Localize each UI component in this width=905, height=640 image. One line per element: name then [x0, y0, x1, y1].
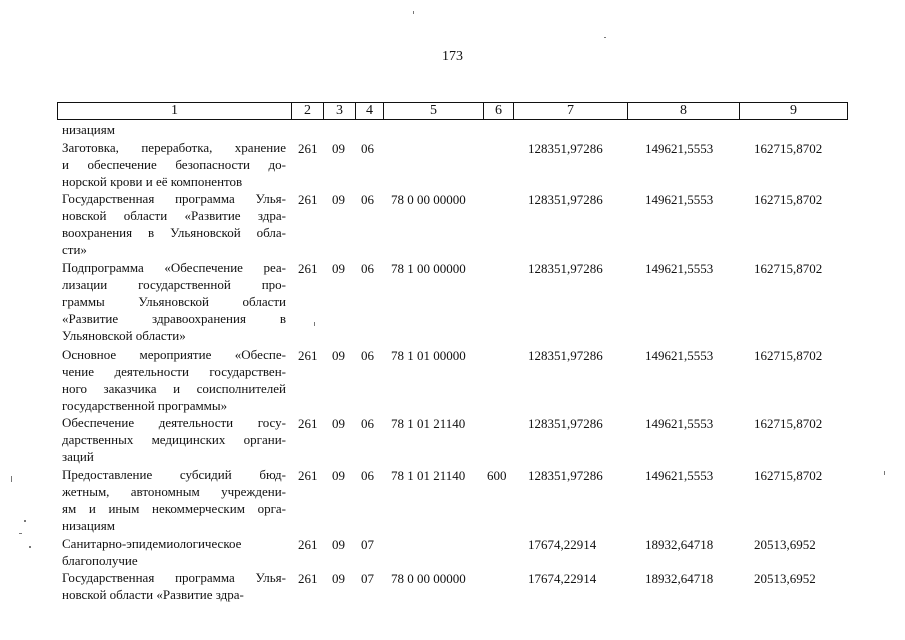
- cell-c8: 149621,5553: [645, 468, 714, 483]
- row-description: [62, 259, 286, 344]
- cell-c2: 261: [298, 416, 318, 431]
- description-line: заций: [62, 449, 94, 464]
- row-description: [62, 535, 286, 569]
- description-line: низациям: [62, 518, 115, 533]
- header-col-8: 8: [627, 102, 740, 120]
- cell-c3: 09: [332, 348, 345, 363]
- header-col-4: 4: [355, 102, 384, 120]
- description-line: дарственных медицинских органи-: [62, 432, 286, 447]
- description-line: «Развитие здравоохранения в: [62, 311, 286, 326]
- description-line: государственной программы»: [62, 398, 228, 413]
- cell-c7: 17674,22914: [528, 537, 597, 552]
- header-col-6: 6: [483, 102, 514, 120]
- description-line: норской крови и её компонентов: [62, 174, 243, 189]
- cell-c7: 17674,22914: [528, 571, 597, 586]
- cell-c9: 162715,8702: [754, 416, 823, 431]
- cell-c3: 09: [332, 192, 345, 207]
- scan-speck: [11, 476, 12, 482]
- cell-c4: 06: [361, 261, 374, 276]
- cell-c7: 128351,97286: [528, 192, 603, 207]
- description-line: ям и иным некоммерческим орга-: [62, 501, 286, 516]
- cell-c2: 261: [298, 261, 318, 276]
- cell-c9: 20513,6952: [754, 571, 816, 586]
- description-line: новской области «Развитие здра-: [62, 587, 244, 602]
- cell-c4: 06: [361, 141, 374, 156]
- cell-c4: 06: [361, 468, 374, 483]
- description-line: Ульяновской области»: [62, 328, 186, 343]
- cell-c3: 09: [332, 261, 345, 276]
- cell-c7: 128351,97286: [528, 261, 603, 276]
- row-description: [62, 139, 286, 190]
- scan-speck: [314, 322, 315, 326]
- description-line: Предоставление субсидий бюд-: [62, 467, 286, 482]
- cell-c2: 261: [298, 571, 318, 586]
- cell-c7: 128351,97286: [528, 416, 603, 431]
- description-line: ного заказчика и соисполнителей: [62, 381, 286, 396]
- cell-c8: 149621,5553: [645, 416, 714, 431]
- cell-c9: 162715,8702: [754, 468, 823, 483]
- scan-speck: [24, 520, 26, 522]
- cell-c7: 128351,97286: [528, 468, 603, 483]
- header-col-3: 3: [323, 102, 356, 120]
- cell-c7: 128351,97286: [528, 348, 603, 363]
- cell-c8: 149621,5553: [645, 261, 714, 276]
- cell-c9: 162715,8702: [754, 141, 823, 156]
- cell-c6: 600: [487, 468, 507, 483]
- cell-c2: 261: [298, 141, 318, 156]
- cell-c9: 162715,8702: [754, 261, 823, 276]
- cell-c4: 06: [361, 416, 374, 431]
- description-line: новской области «Развитие здра-: [62, 208, 286, 223]
- header-col-7: 7: [513, 102, 628, 120]
- cell-c3: 09: [332, 571, 345, 586]
- row-description: [62, 414, 286, 465]
- description-line: Санитарно-эпидемиологическое: [62, 536, 242, 551]
- cell-c4: 07: [361, 571, 374, 586]
- description-line: Государственная программа Улья-: [62, 570, 286, 585]
- cell-c8: 149621,5553: [645, 141, 714, 156]
- cell-c8: 18932,64718: [645, 571, 714, 586]
- header-col-5: 5: [383, 102, 484, 120]
- cell-c2: 261: [298, 192, 318, 207]
- cell-c5: 78 0 00 00000: [391, 192, 466, 207]
- description-line: Государственная программа Улья-: [62, 191, 286, 206]
- description-line: Заготовка, переработка, хранение: [62, 140, 286, 155]
- cell-c9: 162715,8702: [754, 192, 823, 207]
- cell-c5: 78 1 00 00000: [391, 261, 466, 276]
- description-line: низациям: [62, 122, 115, 137]
- cell-c5: 78 0 00 00000: [391, 571, 466, 586]
- row-description: [62, 569, 286, 603]
- description-line: чение деятельности государствен-: [62, 364, 286, 379]
- cell-c8: 18932,64718: [645, 537, 714, 552]
- cell-c3: 09: [332, 537, 345, 552]
- scan-speck: [19, 533, 22, 534]
- cell-c8: 149621,5553: [645, 192, 714, 207]
- cell-c5: 78 1 01 21140: [391, 416, 466, 431]
- scan-speck: [29, 546, 31, 548]
- row-description: [62, 190, 286, 258]
- scan-speck: [604, 37, 606, 38]
- row-description: [62, 121, 286, 138]
- description-line: лизации государственной про-: [62, 277, 286, 292]
- cell-c2: 261: [298, 348, 318, 363]
- cell-c4: 06: [361, 192, 374, 207]
- description-line: Обеспечение деятельности госу-: [62, 415, 286, 430]
- cell-c9: 162715,8702: [754, 348, 823, 363]
- description-line: Основное мероприятие «Обеспе-: [62, 347, 286, 362]
- page-number: 173: [442, 49, 463, 64]
- cell-c8: 149621,5553: [645, 348, 714, 363]
- description-line: граммы Ульяновской области: [62, 294, 286, 309]
- cell-c5: 78 1 01 00000: [391, 348, 466, 363]
- scan-speck: [413, 11, 414, 14]
- description-line: сти»: [62, 242, 87, 257]
- header-col-9: 9: [739, 102, 848, 120]
- row-description: [62, 466, 286, 534]
- header-col-2: 2: [291, 102, 324, 120]
- scan-speck: [884, 471, 885, 475]
- description-line: жетным, автономным учреждени-: [62, 484, 286, 499]
- row-description: [62, 346, 286, 414]
- description-line: и обеспечение безопасности до-: [62, 157, 286, 172]
- cell-c2: 261: [298, 468, 318, 483]
- description-line: благополучие: [62, 553, 138, 568]
- cell-c9: 20513,6952: [754, 537, 816, 552]
- cell-c4: 06: [361, 348, 374, 363]
- cell-c5: 78 1 01 21140: [391, 468, 466, 483]
- header-col-1: 1: [57, 102, 292, 120]
- cell-c3: 09: [332, 468, 345, 483]
- description-line: воохранения в Ульяновской обла-: [62, 225, 286, 240]
- cell-c3: 09: [332, 416, 345, 431]
- description-line: Подпрограмма «Обеспечение реа-: [62, 260, 286, 275]
- cell-c3: 09: [332, 141, 345, 156]
- cell-c4: 07: [361, 537, 374, 552]
- cell-c2: 261: [298, 537, 318, 552]
- cell-c7: 128351,97286: [528, 141, 603, 156]
